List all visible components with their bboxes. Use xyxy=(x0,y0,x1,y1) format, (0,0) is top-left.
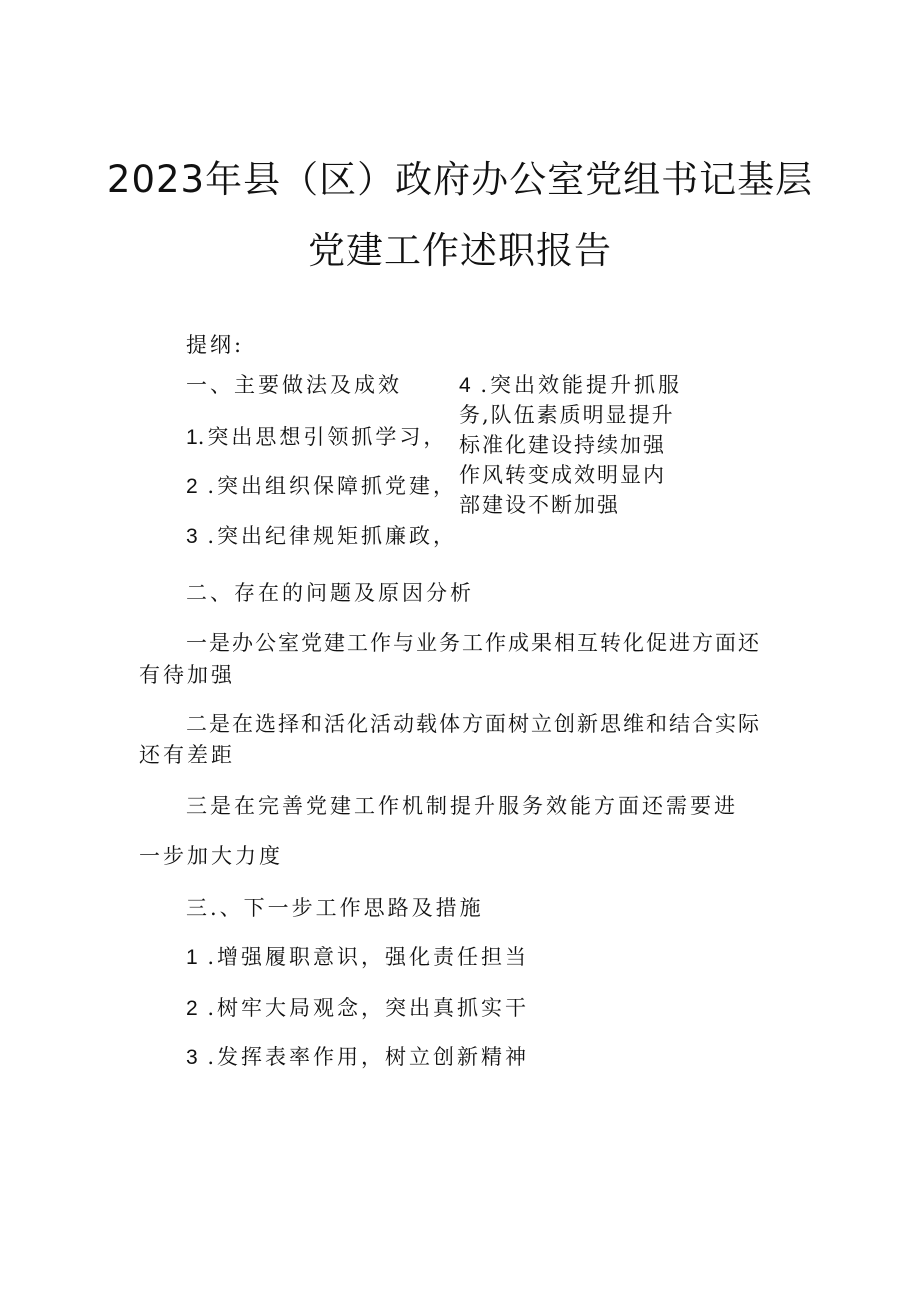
section-3-item-3 xyxy=(186,1043,529,1072)
section-1-item-4-line-3: 标准化建设持续加强 xyxy=(459,433,666,457)
section-2-paragraph-2-line-1: 二是在选择和活化活动载体方面树立创新思维和结合实际 xyxy=(186,712,761,736)
item-text: .发挥表率作用，树立创新精神 xyxy=(197,1045,530,1069)
item-number: 1 xyxy=(186,946,198,969)
item-text: .突出纪律规矩抓廉政， xyxy=(197,524,458,548)
section-2-paragraph-1-line-2: 有待加强 xyxy=(139,663,235,687)
section-1-item-1 xyxy=(186,423,447,452)
item-text: .树牢大局观念，突出真抓实干 xyxy=(197,996,530,1020)
section-1-item-4-line-5: 部建设不断加强 xyxy=(459,493,620,517)
item-text: .增强履职意识，强化责任担当 xyxy=(197,945,530,969)
item-number: 3 xyxy=(186,525,198,548)
section-3-heading: 三.、下一步工作思路及措施 xyxy=(186,896,484,920)
section-1-item-2 xyxy=(186,472,457,501)
item-number: 2 xyxy=(186,475,198,498)
item-text: .突出组织保障抓党建， xyxy=(197,474,458,498)
item-number: 4 xyxy=(459,374,471,397)
page-title-line-1: 2023年县（区）政府办公室党组书记基层 xyxy=(106,158,814,201)
item-number: 2 xyxy=(186,997,198,1020)
page-title-line-2: 党建工作述职报告 xyxy=(308,229,612,272)
item-number: 3 xyxy=(186,1046,198,1069)
section-1-item-4-line-4: 作风转变成效明显内 xyxy=(459,463,666,487)
section-2-paragraph-1-line-1: 一是办公室党建工作与业务工作成果相互转化促进方面还 xyxy=(186,631,761,655)
section-2-paragraph-2-line-2: 还有差距 xyxy=(139,743,235,767)
section-3-item-1 xyxy=(186,943,529,972)
section-1-heading: 一、主要做法及成效 xyxy=(186,373,402,397)
section-2-paragraph-3-line-1: 三是在完善党建工作机制提升服务效能方面还需要进 xyxy=(186,794,738,818)
item-text: .突出效能提升抓服 xyxy=(470,373,683,397)
section-2-paragraph-3-line-2: 一步加大力度 xyxy=(139,844,283,868)
section-2-heading: 二、存在的问题及原因分析 xyxy=(186,581,474,605)
section-1-item-4-line-1 xyxy=(459,371,682,400)
outline-label: 提纲: xyxy=(186,333,245,357)
item-number: 1 xyxy=(186,426,198,449)
section-1-item-4-line-2: 务,队伍素质明显提升 xyxy=(459,403,675,427)
item-text: .突出思想引领抓学习， xyxy=(197,425,448,449)
section-3-item-2 xyxy=(186,994,529,1023)
section-1-item-3 xyxy=(186,522,457,551)
